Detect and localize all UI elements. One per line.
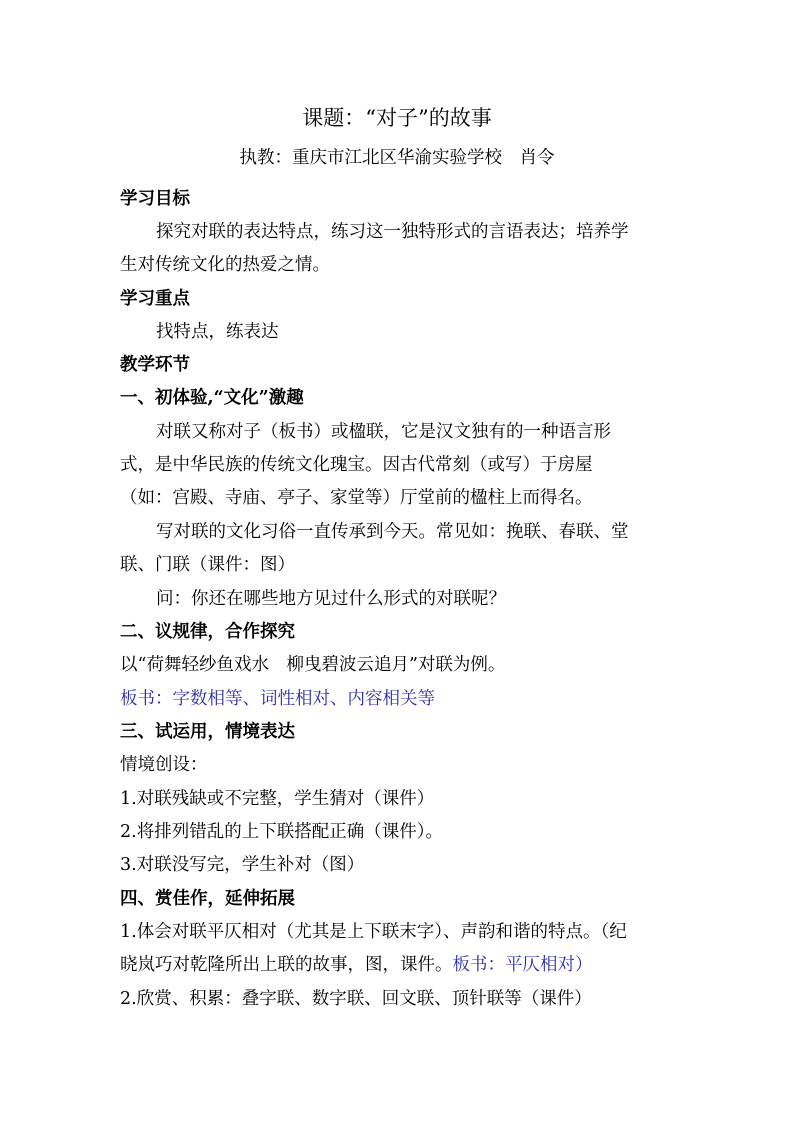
- step1-paragraph1-line2: 式，是中华民族的传统文化瑰宝。因古代常刻（或写）于房屋: [120, 455, 593, 475]
- step1-paragraph2-line2: 联、门联（课件：图）: [120, 555, 295, 575]
- step3-item-3: 3.对联没写完，学生补对（图）: [120, 855, 365, 875]
- focus-text: 找特点，练表达: [156, 322, 279, 342]
- section-heading-steps: 教学环节: [120, 355, 190, 375]
- step3-intro: 情境创设：: [120, 755, 208, 775]
- step4-item-1-line1: 1.体会对联平仄相对（尤其是上下联末字）、声韵和谐的特点。（纪: [120, 922, 627, 942]
- step1-question: 问：你还在哪些地方见过什么形式的对联呢？: [156, 589, 506, 609]
- author-line: 执教：重庆市江北区华渝实验学校 肖令: [239, 148, 555, 168]
- step4-item-2: 2.欣赏、积累：叠字联、数字联、回文联、顶针联等（课件）: [120, 989, 592, 1009]
- step1-paragraph1-line1: 对联又称对子（板书）或楹联，它是汉文独有的一种语言形: [156, 422, 611, 442]
- step4-item-1-text: 晓岚巧对乾隆所出上联的故事，图，课件。: [120, 955, 453, 975]
- step4-heading: 四、赏佳作，延伸拓展: [120, 889, 295, 909]
- step3-item-1: 1.对联残缺或不完整，学生猜对（课件）: [120, 789, 435, 809]
- step1-heading: 一、初体验,“文化”激趣: [120, 388, 304, 408]
- step2-text: 以“荷舞轻纱鱼戏水 柳曳碧波云追月”对联为例。: [120, 655, 506, 675]
- goals-text-line-2: 生对传统文化的热爱之情。: [120, 255, 330, 275]
- step4-item-1-line2: [120, 953, 740, 977]
- step1-paragraph2-line1: 写对联的文化习俗一直传承到今天。常见如：挽联、春联、堂: [156, 522, 629, 542]
- page-title: 课题：“对子”的故事: [302, 106, 492, 130]
- step3-item-2: 2.将排列错乱的上下联搭配正确（课件）。: [120, 822, 443, 842]
- section-heading-goals: 学习目标: [120, 189, 190, 209]
- goals-text-line-1: 探究对联的表达特点，练习这一独特形式的言语表达；培养学: [156, 222, 629, 242]
- step2-board-note: 板书：字数相等、词性相对、内容相关等: [120, 689, 435, 709]
- step3-heading: 三、试运用，情境表达: [120, 722, 295, 742]
- step4-board-note: 板书：平仄相对）: [452, 955, 593, 975]
- section-heading-focus: 学习重点: [120, 289, 190, 309]
- step2-heading: 二、议规律，合作探究: [120, 622, 295, 642]
- step1-paragraph1-line3: （如：宫殿、寺庙、亭子、家堂等）厅堂前的楹柱上而得名。: [120, 488, 593, 508]
